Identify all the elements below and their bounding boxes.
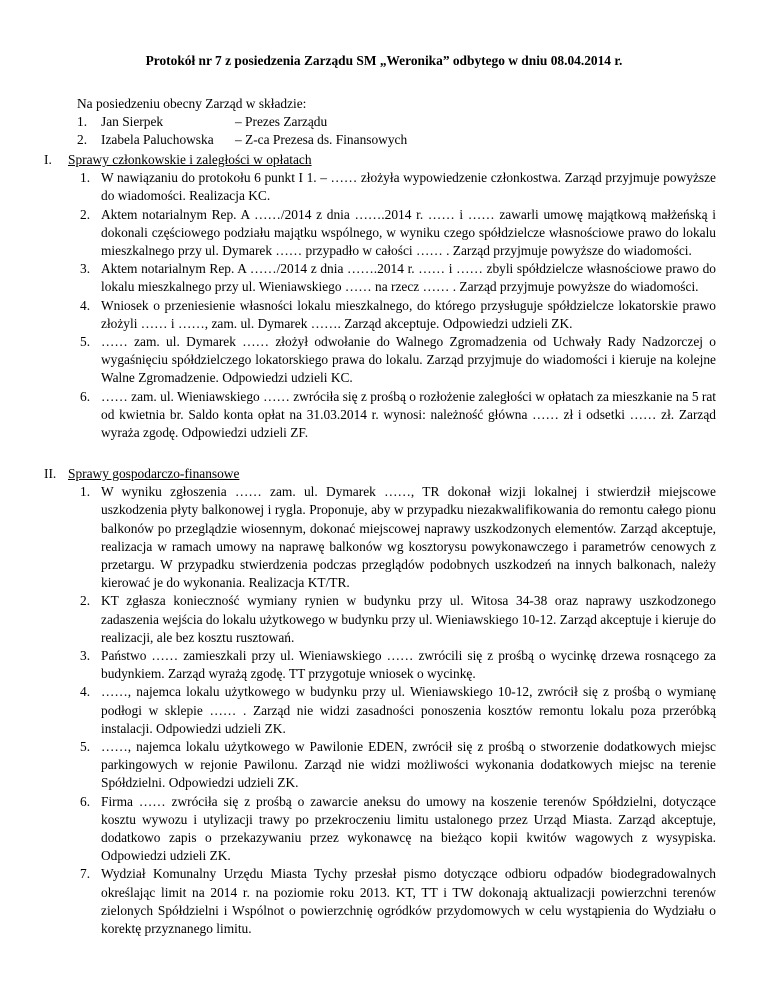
board-member-name: Izabela Paluchowska bbox=[101, 132, 214, 148]
item-number: 5. bbox=[80, 334, 91, 350]
item-number: 2. bbox=[80, 206, 91, 222]
section-membership bbox=[44, 151, 716, 442]
item-number: 6. bbox=[80, 793, 91, 809]
item-text: ……, najemca lokalu użytkowego w Pawilonie EDEN, zwrócił się z prośbą o stworzenie dodatkowych miejsc parkingowych w rejonie Pawilonu. Zarząd nie widzi możliwości wykonania dodatkowych miejsc na terenie Spółdzielni. Odpowiedzi udzieli ZK. bbox=[101, 739, 716, 791]
list-item bbox=[80, 297, 716, 333]
list-item bbox=[80, 483, 716, 592]
board-member-name: Jan Sierpek bbox=[101, 114, 164, 130]
section-items bbox=[44, 169, 716, 442]
document-title: Protokół nr 7 z posiedzenia Zarządu SM „Weronika” odbytego w dniu 08.04.2014 r. bbox=[145, 53, 623, 68]
section-title: Sprawy gospodarczo-finansowe bbox=[68, 466, 240, 481]
item-number: 5. bbox=[80, 739, 91, 755]
item-number: 1. bbox=[80, 170, 91, 186]
list-item bbox=[80, 333, 716, 388]
board-member bbox=[77, 131, 407, 149]
board-member-number: 1. bbox=[77, 114, 88, 130]
item-text: ……, najemca lokalu użytkowego w budynku przy ul. Wieniawskiego 10-12, zwrócił się z prośbą o wymianę podłogi w sklepie …… . Zarząd nie widzi zasadności ponoszenia kosztów remontu lokalu poza przeróbką instalacji. Odpowiedzi udzieli ZK. bbox=[101, 684, 716, 736]
list-item bbox=[80, 260, 716, 296]
item-number: 4. bbox=[80, 297, 91, 313]
section-items bbox=[44, 483, 716, 938]
section-heading bbox=[44, 465, 716, 483]
item-text: Wydział Komunalny Urzędu Miasta Tychy przesłał pismo dotyczące odbioru odpadów biodegradowalnych określając limit na 2014 r. na poziomie roku 2013. KT, TT i TW dokonają aktualizacji powierzchni terenów zielonych Spółdzielni i Wspólnot o powierzchnię ogródków przydomowych w celu wystąpienia do Wydziału o korektę przyznanego limitu. bbox=[101, 866, 716, 937]
section-economic-financial bbox=[44, 465, 716, 938]
section-number: I. bbox=[44, 152, 52, 167]
list-item bbox=[80, 683, 716, 738]
item-number: 2. bbox=[80, 593, 91, 609]
item-text: KT zgłasza konieczność wymiany rynien w budynku przy ul. Witosa 34-38 oraz naprawy uszkodzonego zadaszenia wejścia do lokalu użytkowego w budynku przy ul. Wieniawskiego 10-12. Zarząd akceptuje i kieruje do realizacji, ale bez kosztu rusztowań. bbox=[101, 593, 716, 645]
list-item bbox=[80, 865, 716, 938]
item-text: W nawiązaniu do protokołu 6 punkt I 1. – …… złożyła wypowiedzenie członkostwa. Zarząd przyjmuje powyższe do wiadomości. Realizacja KC. bbox=[101, 170, 716, 204]
item-number: 3. bbox=[80, 261, 91, 277]
item-text: Aktem notarialnym Rep. A ……/2014 z dnia …….2014 r. …… i …… zbyli spółdzielcze własnościowe prawo do lokalu mieszkalnego przy ul. Wieniawskiego …… na rzecz …… . Zarząd przyjmuje powyższe do wiadomości. bbox=[101, 261, 716, 295]
item-number: 6. bbox=[80, 388, 91, 404]
board-member bbox=[77, 113, 407, 131]
item-text: W wyniku zgłoszenia …… zam. ul. Dymarek ……, TR dokonał wizji lokalnej i stwierdził miejscowe uszkodzenia płyty balkonowej i rygla. Proponuje, aby w przypadku niezakwalifikowania do remontu całego pionu balkonów po przeglądzie wiosennym, dokonać miejscowej naprawy uszkodzonych elementów. Zarząd akceptuje, realizacja w ramach umowy na naprawę balkonów wg kosztorysu powykonawczego i parametrów cenowych z przetargu. W przypadku stwierdzenia podczas przeglądów podobnych uszkodzeń na innych balkonach, należy kierować je do wykonania. Realizacja KT/TR. bbox=[101, 484, 716, 591]
item-number: 3. bbox=[80, 648, 91, 664]
board-member-number: 2. bbox=[77, 132, 88, 148]
item-number: 7. bbox=[80, 866, 91, 882]
list-item bbox=[80, 647, 716, 683]
list-item bbox=[80, 738, 716, 793]
board-composition bbox=[77, 95, 407, 150]
list-item bbox=[80, 169, 716, 205]
item-text: …… zam. ul. Dymarek …… złożył odwołanie do Walnego Zgromadzenia od Uchwały Rady Nadzorczej o wygaśnięciu spółdzielczego lokatorskiego prawa do lokalu. Zarząd przyjmuje do wiadomości i kieruje na kolejne Walne Zgromadzenie. Odpowiedzi udzieli KC. bbox=[101, 334, 716, 386]
item-text: Aktem notarialnym Rep. A ……/2014 z dnia …….2014 r. …… i …… zawarli umowę majątkową małżeńską i dokonali częściowego podziału majątku wspólnego, w wyniku czego spółdzielcze własnościowe prawo do lokalu mieszkalnego przy ul. Dymarek …… przypadło w całości …… . Zarząd przyjmuje powyższe do wiadomości. bbox=[101, 206, 716, 259]
section-heading bbox=[44, 151, 716, 169]
item-text: Wniosek o przeniesienie własności lokalu mieszkalnego, do którego przysługuje spółdzielcze lokatorskie prawo złożyli …… i ……, zam. ul. Dymarek ……. Zarząd akceptuje. Odpowiedzi udzieli ZK. bbox=[101, 297, 716, 331]
list-item bbox=[80, 388, 716, 443]
section-title: Sprawy członkowskie i zaległości w opłatach bbox=[68, 152, 312, 167]
item-text: …… zam. ul. Wieniawskiego …… zwróciła się z prośbą o rozłożenie zaległości w opłatach za mieszkanie na 5 rat od kwietnia br. Saldo konta opłat na 31.03.2014 r. wynosi: należność główna …… zł i odsetki …… zł. Zarząd wyraża zgodę. Odpowiedzi udzieli ZF. bbox=[101, 388, 716, 441]
item-number: 1. bbox=[80, 484, 91, 500]
item-text: Państwo …… zamieszkali przy ul. Wieniawskiego …… zwrócili się z prośbą o wycinkę drzewa rosnącego za budynkiem. Zarząd wyrażą zgodę. TT przygotuje wniosek o wycinkę. bbox=[101, 648, 716, 682]
item-text: Firma …… zwróciła się z prośbą o zawarcie aneksu do umowy na koszenie terenów Spółdzielni, dotyczące kosztu wywozu i utylizacji trawy po przekroczeniu limitu ustalonego przez Urząd Miasta. Zarząd akceptuje, dodatkowo zapis o przekazywaniu przez wykonawcę na bieżąco kopii kwitów wagowych z wysypiska. Odpowiedzi udzieli ZK. bbox=[101, 793, 716, 864]
list-item bbox=[80, 592, 716, 647]
board-member-role: – Z-ca Prezesa ds. Finansowych bbox=[235, 132, 408, 148]
board-member-role: – Prezes Zarządu bbox=[235, 114, 328, 130]
section-number: II. bbox=[44, 466, 57, 481]
intro-text: Na posiedzeniu obecny Zarząd w składzie: bbox=[77, 96, 307, 111]
list-item bbox=[80, 793, 716, 866]
list-item bbox=[80, 206, 716, 261]
item-number: 4. bbox=[80, 684, 91, 700]
